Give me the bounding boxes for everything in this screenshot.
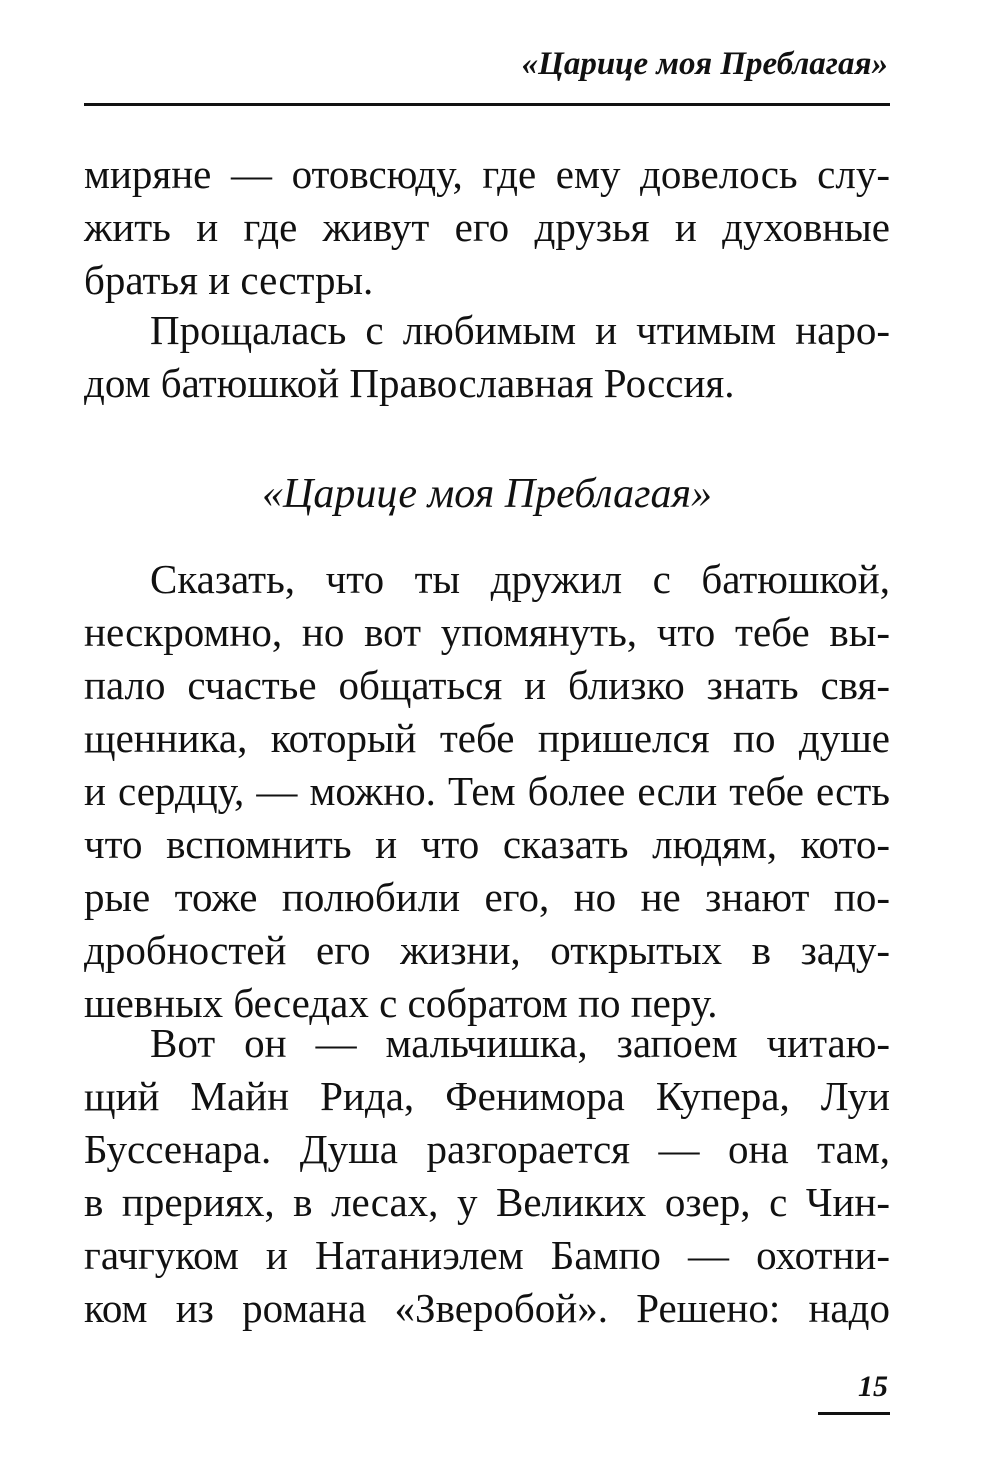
text-line: братья и сестры. <box>84 257 374 303</box>
running-head: «Царице моя Преблагая» <box>521 46 888 82</box>
text-line: в прериях, в лесах, у Великих озер, с Чин- <box>84 1179 890 1225</box>
text-line: шевных беседах с собратом по перу. <box>84 980 718 1026</box>
page-number: 15 <box>858 1370 888 1403</box>
text-line: рые тоже полюбили его, но не знают по- <box>84 874 890 920</box>
paragraph <box>84 553 890 1030</box>
text-line: и сердцу, — можно. Тем более если тебе есть <box>84 768 890 814</box>
text-line: Вот он — мальчишка, запоем читаю- <box>150 1020 890 1066</box>
text-line: что вспомнить и что сказать людям, кото- <box>84 821 890 867</box>
text-line: пало счастье общаться и близко знать свя- <box>84 662 890 708</box>
paragraph <box>84 148 890 307</box>
section-title: «Царице моя Преблагая» <box>261 471 713 517</box>
text-line: дробностей его жизни, открытых в заду- <box>84 927 890 973</box>
paragraph <box>84 304 890 410</box>
text-line: Буссенара. Душа разгорается — она там, <box>84 1126 890 1172</box>
text-line: нескромно, но вот упомянуть, что тебе вы- <box>84 609 890 655</box>
paragraph <box>84 1017 890 1335</box>
text-line: щенника, который тебе пришелся по душе <box>84 715 890 761</box>
text-line: жить и где живут его друзья и духовные <box>84 204 890 250</box>
text-line: гачгуком и Натаниэлем Бампо — охотни- <box>84 1232 890 1278</box>
text-line: щий Майн Рида, Фенимора Купера, Луи <box>84 1073 890 1119</box>
footer-rule <box>818 1412 890 1415</box>
text-line: ком из романа «Зверобой». Решено: надо <box>84 1285 890 1331</box>
text-line: дом батюшкой Православная Россия. <box>84 360 735 406</box>
text-line: Сказать, что ты дружил с батюшкой, <box>150 556 890 602</box>
text-line: Прощалась с любимым и чтимым наро- <box>150 307 890 353</box>
text-line: миряне — отовсюду, где ему довелось слу- <box>84 151 890 197</box>
header-rule <box>84 103 890 106</box>
